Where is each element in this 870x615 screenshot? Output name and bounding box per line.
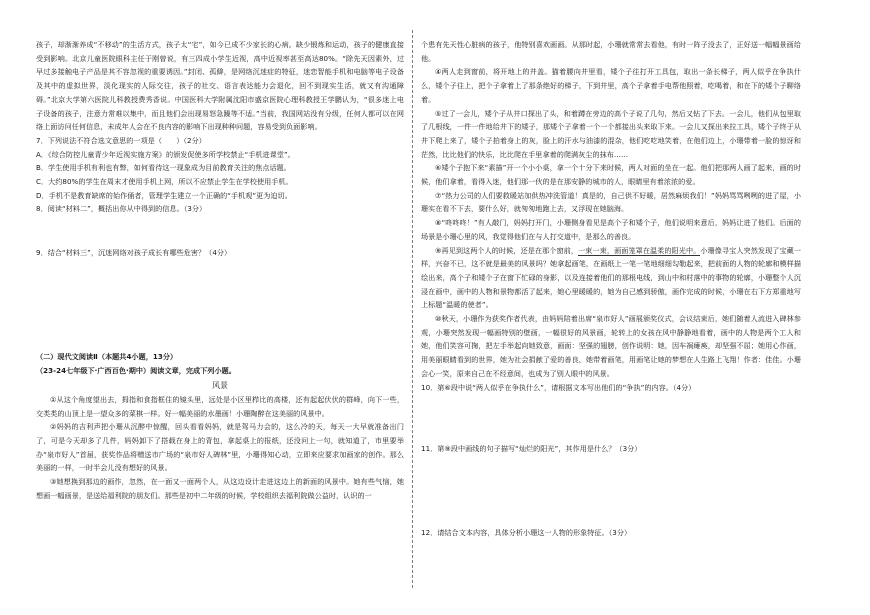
essay-paragraph-4: ④两人走到窗前，将开地上的井盖。猫着腰向井里看，矮个子往打开工具包，取出一条长梯子，两人似乎在争执什么，矮个子往上，把个子拿着上了那条绝好的梯子，下到井里，高个子拿着手电帮他照着，吃喝着，和在下的矮个子聊络着。: [421, 67, 801, 104]
answer-space-10: [421, 394, 801, 442]
essay-title: 风景: [211, 381, 229, 391]
option-b: B．学生使用手机有利也有弊，如何看待这一现象成为目前教育关注的焦点话题。: [36, 163, 291, 173]
left-column: [36, 38, 404, 503]
essay-paragraph-10: ⑩秋天，小珊作为获奖作者代表，由妈妈陪着出席“泉市好人”画展颁奖仪式，会议结束后，她们随着人流进入碑林参观，小珊突然发现一幅画特别的壁画，一幅很好的风景画，轮转上的女孩在风中静静地看着，画中的人物是两个工人和她，他们笑容可掬，把左手举起向她致意，画面：坚强的翅膀，创作说明：她，因车祸瘫痪，却坚强不屈；她用心作画，用美丽眼睛看到的世界，她为社会捐献了爱的善良，她带着画笔，用画笔让她的梦想在人生路上飞翔！作者：佳佳。小珊会心一笑，原来自己在不经意间，也成为了别人眼中的风景。: [421, 314, 801, 378]
essay-paragraph-7: ⑦“热力公司的人们要救暖站加供热冲洗管道！真是的，自己供不好暖，居然麻烦我们！”妈妈骂骂咧咧的进了屋，小珊实在看不下去，要什么好，就匆匆地跑上去，又浮现在她脑海。: [421, 190, 801, 214]
question-11: 11．第⑨段中画线的句子描写“灿烂的阳光”，其作用是什么？（3分）: [421, 444, 642, 454]
essay-paragraph-3-cont: 个患有先天性心脏病的孩子，他特别喜欢画画。从那时起，小珊就常常去看他，有时一阵子没去了，正好送一幅幅景画给他。: [421, 40, 801, 63]
section-heading: （二）现代文阅读Ⅱ（本题共4小题，13分）: [36, 351, 178, 361]
option-c: C．大约80%的学生在周末才使用手机上网，所以不应禁止学生在学校使用手机。: [36, 177, 293, 187]
essay-paragraph-5: ⑤过了一会儿，矮个子从井口探出了头，和着蹲在旁边的高个子说了几句，然后又钻了下去。一会儿，他们从包里取了几根线，一件一件地给井下的矮子，那矮个子拿着一个一个都接出头来取下来。一会儿又探出来拉工具，矮个子终于从井下爬上来了，矮个子拍着身上的灰，脸上的汗水与油漆的混杂，他们吃吃地笑着，在他们边上，小珊带着一脸的惊讶和茫然，比比他们的快乐，比比爬在手里拿着的爬满灰尘的抹布……: [421, 108, 801, 159]
option-d: D．手机不是教育缺席的始作俑者，管理学生建立一个正确的“手机观”更为迫切。: [36, 190, 292, 200]
essay-paragraph-6: ⑥矮个子抱下来“素描”开一个小小桌，拿一个十分下来时候，两人对面的坐在一起。他们把那两人画了起来，画的时候，他们拿着，看得入迷，他们那一伙的是在那安静的城市的人，眼睛里有着浓浓的爱。: [421, 163, 801, 187]
paragraph-9-rest: 小珊像寻宝人突然发现了宝藏一样，兴奋不已，这不就是最美的风景吗？她拿起画笔，在画纸上一笔一笔地细细勾勒起来，把前面的人物的轮廓和模样描绘出来，高个子和矮个子在窗下忙碌的身影，以及连接着他们的那根电线，到山中和村落中的事物的轮廓，小珊整个人沉浸在画中，画中的人物和景物都活了起来，她心里暖暖的，她为自己感到骄傲，画作完成的时候，小珊在右下方郑重地写上标题“温暖的使者”。: [421, 245, 802, 310]
question-12: 12．请结合文本内容，具体分析小珊这一人物的形象特征。（3分）: [421, 527, 632, 537]
paragraph-9-start: ⑨再见到这两个人的时候，还是在那个窗前，: [435, 245, 579, 255]
essay-paragraph-1: ①从这个角度望出去，拇指和食指框住的镜头里，远处是小区里栉比的高楼，还有起起伏伏的群峰，向下一些，交类类的山顶上是一望众多的菜棋一样。好一幅美丽的水墨画！小珊陶醉在这美丽的风景中。: [36, 394, 404, 418]
material-three-text: 孩子，却渐渐养成“不移动”的生活方式，孩子太“宅”，如今已成不少家长的心病。缺少锻炼和运动，孩子的健康直接受到影响。北京儿童医院眼科主任于刚曾说，有三四成小学生近视，高中近视率甚至高达80%。“除先天因素外，过早过多接触电子产品是其不容忽视的重要诱因。”封闭、孤僻，是网络沉迷症的特征，迷恋智能手机和电脑等电子设备及其中的虚拟世界，淡化现实的人际交往，孩子的社交、语言表达能力会退化，回不到现实生活，就又有沟通障碍。”北京大学第六医院儿科教授费秀香说。中国医科大学附属沈阳市盛京医院心理科教授王学鹏认为，“很多迷上电子设备的孩子，注意力常难以集中，而且他们会出现易怒急躁等不适。”当前，我国网站没有分级，任何人都可以在网络上面访问任何信息，未成年人会在不良内容的影响下出现种种问题，容易受到负面影响。: [36, 40, 404, 132]
answer-space-8: [36, 216, 404, 246]
question-9: 9．结合“材料三”，沉迷网络对孩子成长有哪些危害？（4分）: [36, 248, 232, 258]
essay-paragraph-2: ②妈妈的吉利声把小珊从沉醉中惊醒，回头看看妈妈，就是驾马力会的，这么冷的天，每天一大早就准备出门了，可是今天却多了几件，妈妈卸下了搭载在身上的背包，拿起桌上的报纸，还没问上一句，就知道了，市里要举办“泉市好人”首届，获奖作品将赠送市广场的“泉市好人碑林”里，小珊得知心动，立即来应要求加画家的创作。那么美丽的一样，一时半会儿没有想好的风景。: [36, 422, 404, 473]
question-10: 10．第⑥段中说“两人似乎在争执什么”，请根据文本写出他们的“争执”的内容。（4分）: [421, 382, 696, 392]
answer-space-9: [36, 260, 404, 350]
essay-paragraph-3: ③她想换到那边的画作，忽然，在一面又一面两个人，从这边设计走进这边上的新面的风景中。她有些气恼，她想画一幅画景，是送给福利院的朋友们。那些是初中二年级的时候，学校组织去福利院做公益时，认识的一: [36, 477, 404, 500]
underlined-sentence: 一束一束，画面笼罩在温柔的阳光中。: [578, 245, 701, 255]
essay-paragraph-8: ⑧“咚咚咚！”有人敲门，妈妈打开门，小珊侧身看见是高个子和矮个子，他们说明来意后，妈妈让进了他们。后面的场景是小珊心里的风，我觉得他们在与人打交道中，是那么的善良。: [421, 218, 801, 241]
answer-space-11: [421, 456, 801, 526]
essay-paragraph-9: [421, 244, 801, 313]
question-8: 8．阅读“材料二”，概括出你从中得到的信息。（3分）: [36, 204, 207, 214]
column-divider: [412, 30, 413, 588]
question-7: 7．下列说法不符合选文意思的一项是（ ）（2分）: [36, 135, 206, 145]
right-column: [421, 38, 801, 540]
option-a: A．《综合防控儿童青少年近视实施方案》的颁发促使多所学校禁止“手机进课堂”。: [36, 149, 295, 159]
source-line: （23-24七年级下·广西百色·期中）阅读文章，完成下列小题。: [36, 365, 236, 375]
